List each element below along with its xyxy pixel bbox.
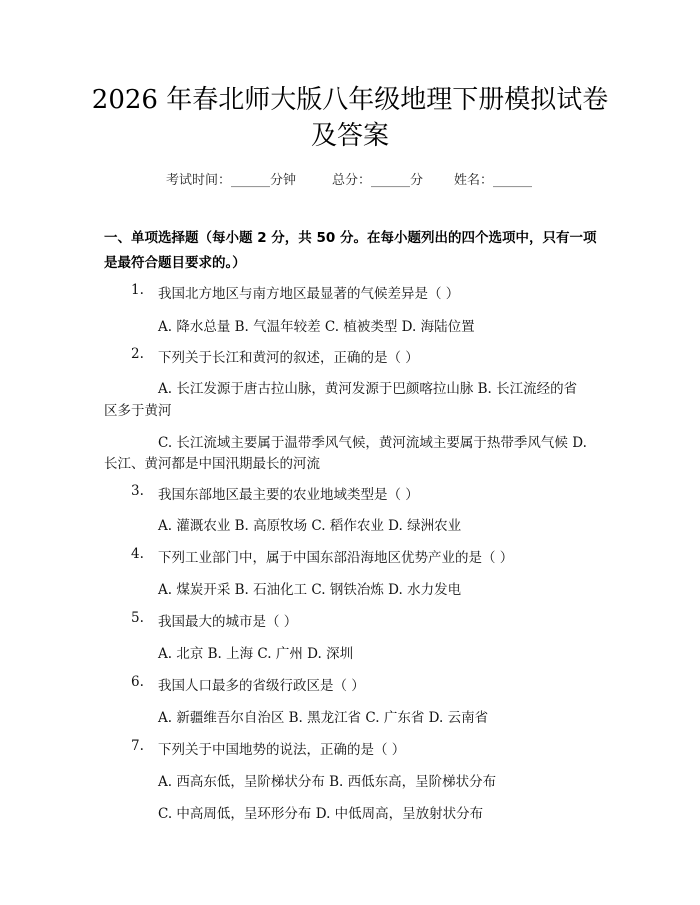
option-line: A. 长江发源于唐古拉山脉，黄河发源于巴颜喀拉山脉 B. 长江流经的省 [158, 381, 578, 397]
total-score-field: 总分：______分 [332, 173, 424, 188]
student-name-field: 姓名：______ [454, 173, 533, 188]
section-heading-line1: 一、单项选择题（每小题 2 分，共 50 分。在每小题列出的四个选项中，只有一项 [104, 230, 597, 246]
option-line: C. 中高周低，呈环形分布 D. 中低周高，呈放射状分布 [158, 806, 484, 822]
exam-time-field: 考试时间：______分钟 [166, 173, 297, 188]
option-line: A. 新疆维吾尔自治区 B. 黑龙江省 C. 广东省 D. 云南省 [158, 710, 489, 726]
section-heading-line2: 是最符合题目要求的。） [104, 255, 246, 271]
question-text: 我国东部地区最主要的农业地域类型是（ ） [158, 487, 419, 503]
option-line: A. 煤炭开采 B. 石油化工 C. 钢铁冶炼 D. 水力发电 [158, 582, 462, 598]
question-number: 4. [131, 546, 144, 562]
question-text: 我国最大的城市是（ ） [158, 614, 298, 630]
page-title-line2: 及答案 [310, 121, 389, 151]
question-number: 6. [131, 674, 144, 690]
question-text: 下列关于长江和黄河的叙述，正确的是（ ） [158, 350, 419, 366]
section-heading [104, 226, 604, 276]
question-number: 7. [131, 738, 144, 754]
question-number: 2. [131, 346, 144, 362]
question-text: 下列工业部门中，属于中国东部沿海地区优势产业的是（ ） [158, 550, 514, 566]
option-line: 区多于黄河 [104, 403, 172, 419]
option-line: A. 北京 B. 上海 C. 广州 D. 深圳 [158, 646, 354, 662]
question-text: 我国北方地区与南方地区最显著的气候差异是（ ） [158, 286, 460, 302]
option-line: 长江、黄河都是中国汛期最长的河流 [104, 456, 320, 472]
option-line: A. 西高东低，呈阶梯状分布 B. 西低东高，呈阶梯状分布 [158, 774, 497, 790]
question-number: 3. [131, 483, 144, 499]
option-line: A. 灌溉农业 B. 高原牧场 C. 稻作农业 D. 绿洲农业 [158, 518, 462, 534]
question-text: 下列关于中国地势的说法，正确的是（ ） [158, 742, 406, 758]
option-line: A. 降水总量 B. 气温年较差 C. 植被类型 D. 海陆位置 [158, 319, 475, 335]
question-text: 我国人口最多的省级行政区是（ ） [158, 678, 365, 694]
question-number: 5. [131, 610, 144, 626]
page-title-line1: 2026 年春北师大版八年级地理下册模拟试卷 [91, 85, 609, 115]
question-number: 1. [131, 282, 144, 298]
option-line: C. 长江流域主要属于温带季风气候，黄河流域主要属于热带季风气候 D. [158, 435, 587, 451]
